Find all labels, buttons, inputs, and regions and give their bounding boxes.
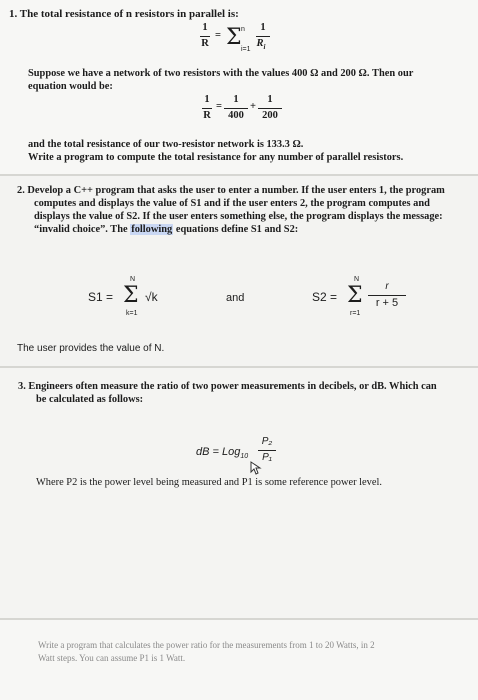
q2-user-note: The user provides the value of N. [17, 343, 165, 354]
q1-formula-lhs-num: 1 [202, 22, 208, 33]
q1-eq2-lhs-den: R [203, 110, 211, 121]
q1-eq2-b-den: 200 [262, 110, 278, 121]
db-formula-den: P₁ [262, 452, 272, 463]
q1-formula-lhs-den: R [201, 38, 209, 49]
q1-eq2-a-num: 1 [233, 94, 239, 105]
db-formula-lhs: dB = Log$_{10}$ [196, 446, 249, 461]
q1-eq2-b-num: 1 [267, 94, 273, 105]
q2-line-2: computes and displays the value of S1 and if the user enters 2, the program computes and [34, 198, 430, 209]
s2-sum-sigma: Σ [347, 283, 363, 308]
s1-term: √k [145, 290, 158, 304]
s2-lhs: S2 = [312, 290, 338, 304]
q1-title: 1. The total resistance of n resistors in parallel is: [9, 8, 239, 20]
highlighted-word: following [131, 224, 173, 235]
q2-line-3: displays the value of S2. If the user enters something else, the program displays the message: [34, 211, 443, 222]
s2-sum-top: N [354, 276, 360, 283]
db-formula-num: P₂ [261, 436, 273, 447]
q1-formula [190, 22, 310, 58]
s1-sum-top: N [130, 276, 136, 283]
q1-formula-2 [196, 94, 316, 128]
q1-eq2-lhs-num: 1 [204, 94, 210, 105]
q3-line-1: 3. Engineers often measure the ratio of two power measurements in decibels, or dB. Which can [18, 381, 437, 392]
q1-eq2-plus: + [250, 101, 256, 112]
q2-line-1: 2. Develop a C++ program that asks the user to enter a number. If the user enters 1, the program [17, 185, 445, 196]
q1-text-2: and the total resistance of our two-resistor network is 133.3 Ω. [28, 139, 304, 150]
s1-sum-bottom: k=1 [126, 310, 138, 317]
s1-lhs: S1 = [88, 290, 114, 304]
q1-eq2-a-den: 400 [228, 110, 244, 121]
s1-sum-sigma: Σ [123, 283, 139, 308]
q1-text-1b: equation would be: [28, 81, 113, 92]
s2-formula [312, 276, 422, 320]
q1-text-3: Write a program to compute the total resistance for any number of parallel resistors. [28, 152, 404, 163]
q3-faint-1: Write a program that calculates the power ratio for the measurements from 1 to 20 Watts, in 2 [38, 640, 375, 650]
q1-sum-bottom: i=1 [241, 46, 251, 53]
q2-line-4: “invalid choice”. The following equations define S1 and S2: [34, 224, 299, 235]
cursor-icon [250, 461, 262, 475]
q1-formula-rhs-den: $R_i$ [256, 38, 266, 52]
and-label: and [226, 292, 245, 304]
q1-sum-sigma: Σ [226, 25, 242, 50]
s2-sum-bottom: r=1 [350, 310, 361, 317]
q1-eq2-eq: = [216, 101, 222, 112]
q1-text-1a: Suppose we have a network of two resistors with the values 400 Ω and 200 Ω. Then our [28, 68, 414, 79]
q1-formula-eq: = [215, 30, 221, 41]
q3-line-2: be calculated as follows: [36, 394, 144, 405]
s2-den: r + 5 [375, 297, 399, 309]
q3-faint-2: Watt steps. You can assume P1 is 1 Watt. [38, 653, 186, 663]
s2-num: r [385, 281, 389, 292]
s1-formula [88, 276, 198, 320]
q1-formula-rhs-num: 1 [260, 22, 266, 33]
q1-sum-top: n [241, 26, 245, 33]
q3-where: Where P2 is the power level being measured and P1 is some reference power level. [36, 477, 382, 488]
